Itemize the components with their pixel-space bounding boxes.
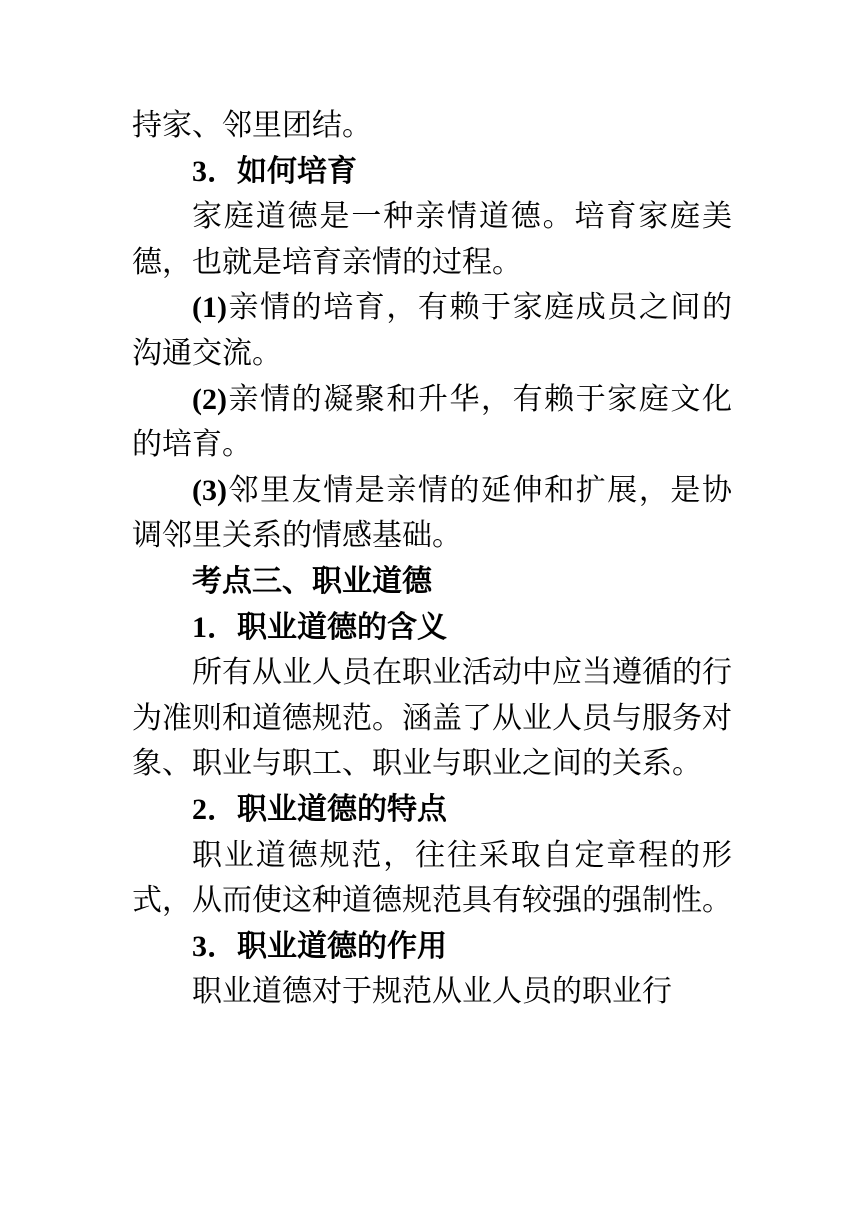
list-item-2 <box>132 377 732 468</box>
heading-text: 如何培育 <box>237 153 357 189</box>
heading-text: 职业道德的含义 <box>237 609 447 645</box>
list-item-text: 亲情的培育，有赖于家庭成员之间的沟通交流。 <box>132 290 732 371</box>
heading-meaning <box>132 605 732 651</box>
heading-number: 1． <box>192 610 237 644</box>
list-marker: (2) <box>192 382 227 416</box>
heading-features <box>132 787 732 833</box>
paragraph-features: 职业道德规范，往往采取自定章程的形式，从而使这种道德规范具有较强的强制性。 <box>132 837 732 919</box>
document-page <box>132 103 732 1015</box>
list-marker: (1) <box>192 291 227 325</box>
list-item-text: 亲情的凝聚和升华，有赖于家庭文化的培育。 <box>132 381 732 463</box>
section-title-professional-ethics: 考点三、职业道德 <box>192 563 432 599</box>
paragraph-family-moral: 家庭道德是一种亲情道德。培育家庭美德，也就是培育亲情的过程。 <box>132 199 732 280</box>
list-marker: (3) <box>192 473 227 507</box>
heading-text: 职业道德的特点 <box>237 791 447 827</box>
heading-number: 3． <box>192 154 237 188</box>
heading-role <box>132 924 732 970</box>
paragraph-meaning: 所有从业人员在职业活动中应当遵循的行为准则和道德规范。涵盖了从业人员与服务对象、职业与职工、职业与职业之间的关系。 <box>132 655 732 782</box>
heading-how-to-cultivate <box>132 149 732 195</box>
heading-number: 2． <box>192 792 237 826</box>
heading-number: 3． <box>192 929 237 963</box>
paragraph-continuation: 持家、邻里团结。 <box>132 108 372 143</box>
list-item-1 <box>132 285 732 376</box>
list-item-text: 邻里友情是亲情的延伸和扩展，是协调邻里关系的情感基础。 <box>132 472 732 554</box>
paragraph-role: 职业道德对于规范从业人员的职业行 <box>192 974 672 1010</box>
heading-text: 职业道德的作用 <box>237 928 447 964</box>
list-item-3 <box>132 468 732 559</box>
